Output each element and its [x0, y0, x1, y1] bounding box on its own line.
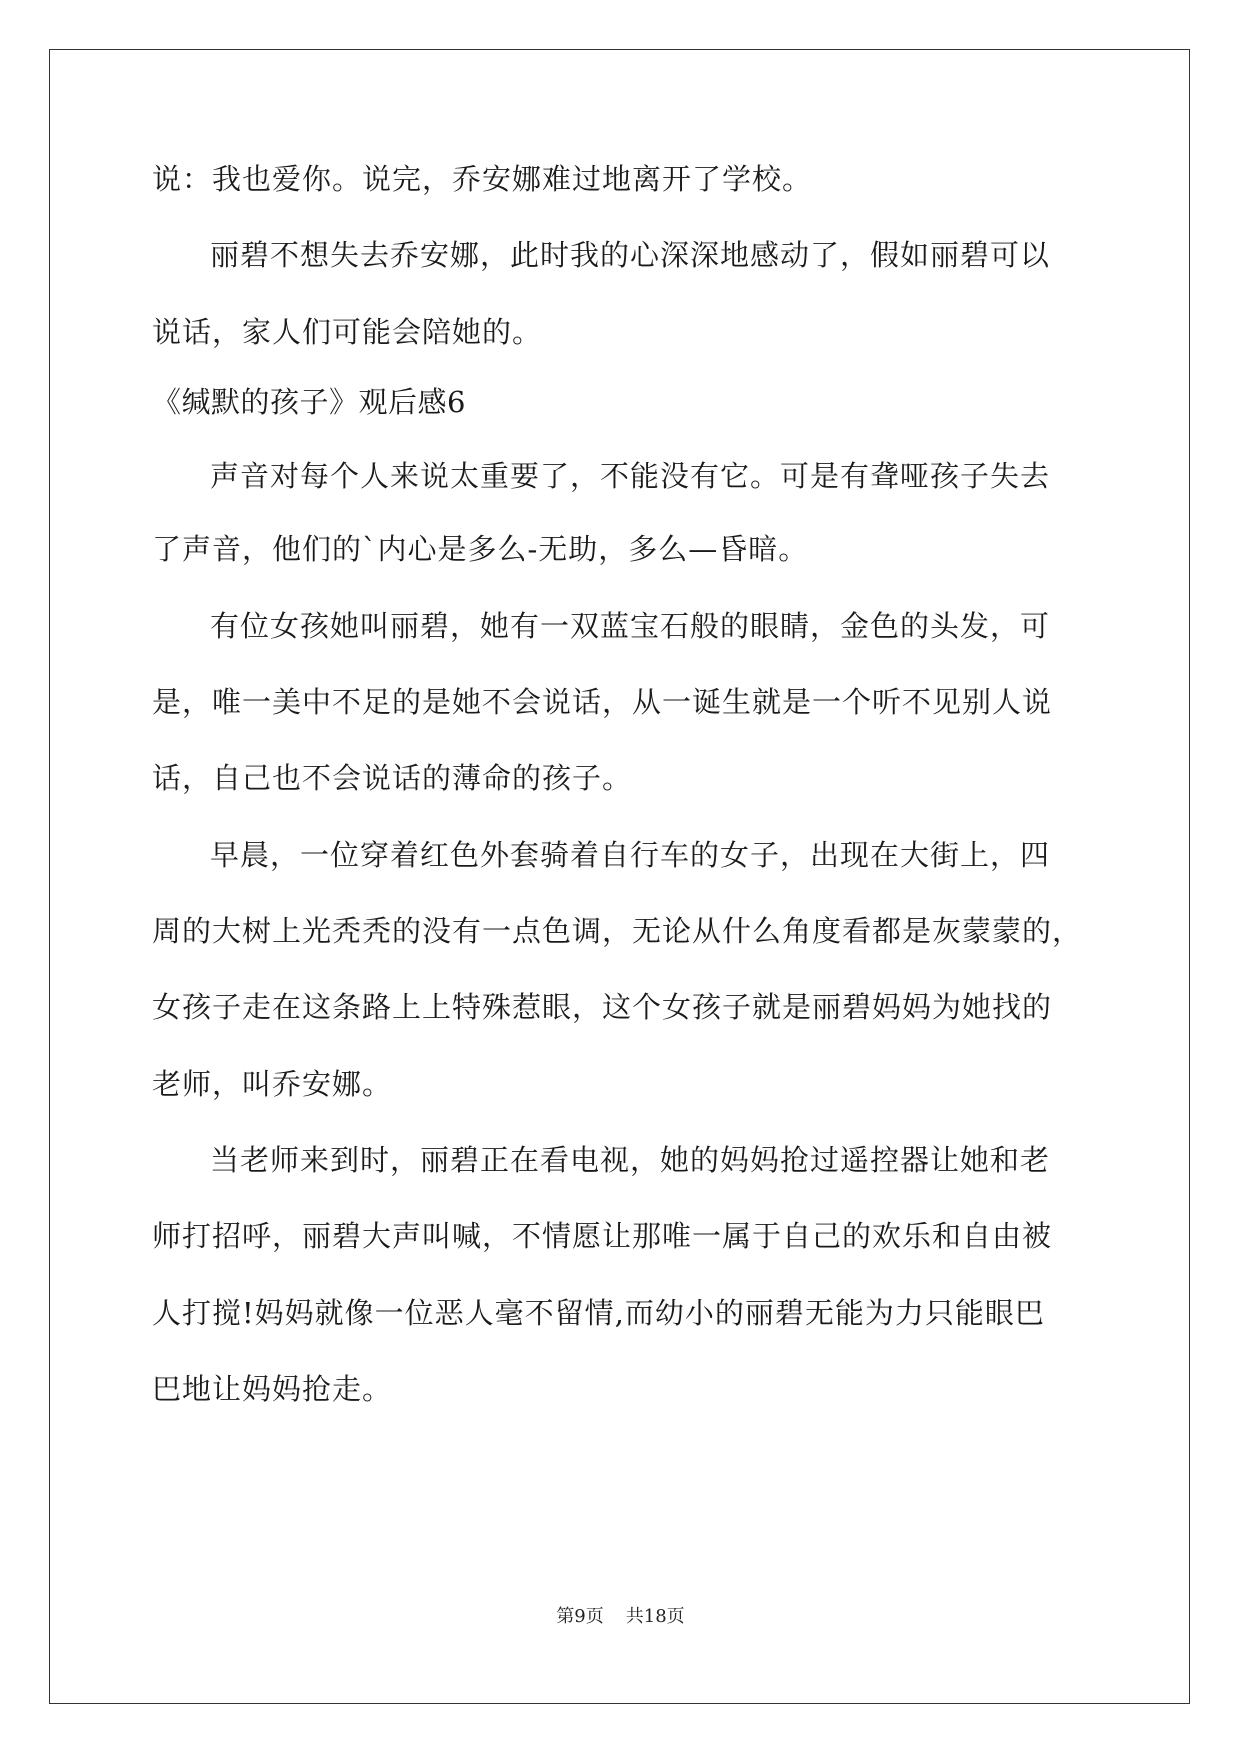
- paragraph-line: 当老师来到时，丽碧正在看电视，她的妈妈抢过遥控器让她和老: [210, 1143, 1051, 1177]
- paragraph-line: 说：我也爱你。说完，乔安娜难过地离开了学校。: [152, 162, 813, 196]
- paragraph-line: 丽碧不想失去乔安娜，此时我的心深深地感动了，假如丽碧可以: [210, 238, 1051, 272]
- paragraph-line: 说话，家人们可能会陪她的。: [152, 315, 543, 349]
- page-footer: [0, 1602, 1241, 1628]
- page-border: [49, 49, 1190, 1704]
- page-number-current: 第9页: [556, 1606, 604, 1627]
- paragraph-line: 是，唯一美中不足的是她不会说话，从一诞生就是一个听不见别人说: [152, 685, 1053, 719]
- page-number-total: 共18页: [625, 1606, 685, 1627]
- paragraph-line: 了声音，他们的`内心是多么-无助，多么—昏暗。: [152, 532, 809, 566]
- section-heading: 《缄默的孩子》观后感6: [152, 385, 466, 419]
- paragraph-line: 话，自己也不会说话的薄命的孩子。: [152, 761, 633, 795]
- paragraph-line: 周的大树上光秃秃的没有一点色调，无论从什么角度看都是灰蒙蒙的，: [152, 914, 1083, 948]
- paragraph-line: 早晨，一位穿着红色外套骑着自行车的女子，出现在大街上，四: [210, 838, 1051, 872]
- paragraph-line: 女孩子走在这条路上上特殊惹眼，这个女孩子就是丽碧妈妈为她找的: [152, 990, 1053, 1024]
- paragraph-line: 声音对每个人来说太重要了，不能没有它。可是有聋哑孩子失去: [210, 459, 1051, 493]
- paragraph-line: 人打搅!妈妈就像一位恶人毫不留情,而幼小的丽碧无能为力只能眼巴: [152, 1296, 1045, 1330]
- paragraph-line: 老师，叫乔安娜。: [152, 1067, 393, 1101]
- paragraph-line: 有位女孩她叫丽碧，她有一双蓝宝石般的眼睛，金色的头发，可: [210, 609, 1051, 643]
- paragraph-line: 巴地让妈妈抢走。: [152, 1372, 393, 1406]
- paragraph-line: 师打招呼，丽碧大声叫喊，不情愿让那唯一属于自己的欢乐和自由被: [152, 1219, 1053, 1253]
